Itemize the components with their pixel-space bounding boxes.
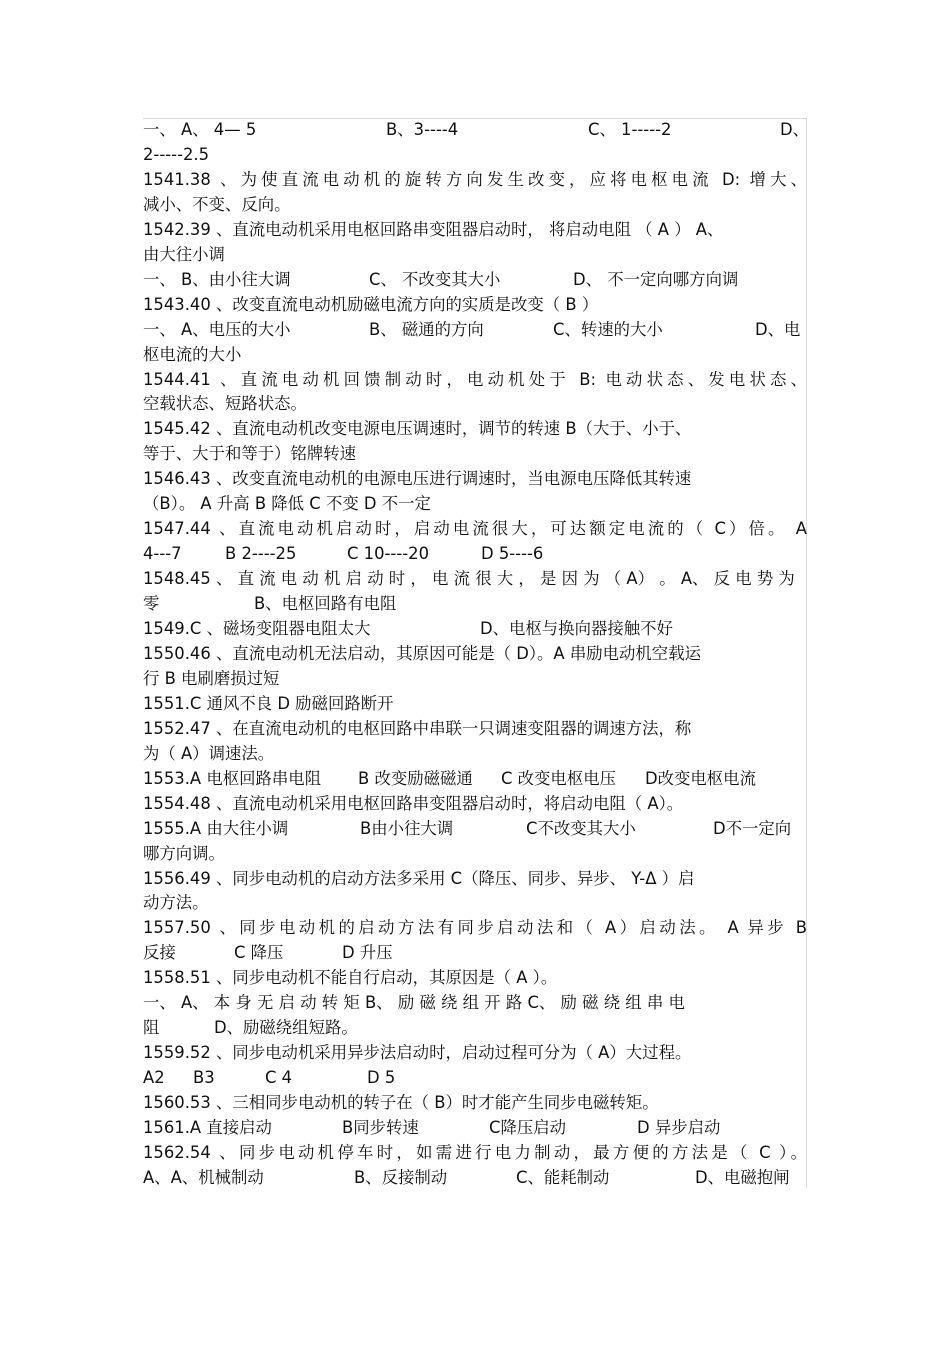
- text-line-segment: C 10----20: [347, 544, 430, 564]
- text-line: 1560.53 、三相同步电动机的转子在（ B）时才能产生同步电磁转矩。: [143, 1093, 659, 1112]
- text-line-segment: B、3----4: [386, 120, 459, 139]
- text-line: 哪方向调。: [143, 843, 225, 863]
- text-line: [143, 816, 807, 841]
- text-line: [143, 541, 807, 566]
- text-line-segment: B 2----25: [225, 544, 297, 564]
- text-line-segment: C 4: [265, 1068, 293, 1088]
- text-line-segment: D、电枢与换向器接触不好: [480, 619, 673, 638]
- text-line: 由大往小调: [143, 244, 225, 264]
- text-line-segment: C、 不改变其大小: [369, 269, 501, 289]
- text-line: 1554.48 、直流电动机采用电枢回路串变阻器启动时，将启动电阻（ A）。: [143, 793, 684, 813]
- text-line: 枢电流的大小: [143, 344, 242, 364]
- text-line-segment: C、 1-----2: [588, 120, 672, 139]
- text-line: 1551.C 通风不良 D 励磁回路断开: [143, 693, 394, 713]
- text-line: [143, 1015, 807, 1040]
- text-line: 2-----2.5: [143, 144, 210, 164]
- text-line: 空载状态、短路状态。: [143, 394, 307, 414]
- text-line-segment: B 改变励磁磁通: [358, 768, 473, 788]
- text-line: 1547.44 、直流电动机启动时，启动电流很大，可达额定电流的（ C）倍。 A: [143, 519, 807, 539]
- text-line-segment: D、电磁抱闸: [695, 1167, 790, 1187]
- text-line-segment: B3: [193, 1068, 215, 1088]
- text-line: 1541.38 、为使直流电动机的旋转方向发生改变，应将电枢电流 D: 增大、: [143, 169, 807, 189]
- text-line: 1543.40 、改变直流电动机励磁电流方向的实质是改变（ B ）: [143, 294, 599, 314]
- text-line: 1558.51 、同步电动机不能自行启动，其原因是（ A ）。: [143, 968, 558, 988]
- text-line-segment: 4---7: [143, 544, 182, 564]
- text-line: 1545.42 、直流电动机改变电源电压调速时，调节的转速 B（大于、小于、: [143, 419, 692, 439]
- text-line-segment: C 降压: [234, 943, 284, 963]
- text-line-segment: D 升压: [342, 943, 393, 963]
- text-line: 1552.47 、在直流电动机的电枢回路中串联一只调速变阻器的调速方法，称: [143, 718, 692, 738]
- text-line: 1559.52 、同步电动机采用异步法启动时，启动过程可分为（ A）大过程。: [143, 1043, 692, 1063]
- text-line-segment: 零: [143, 594, 160, 613]
- text-line: [143, 267, 807, 292]
- text-line-segment: D 5----6: [481, 544, 544, 564]
- text-line-segment: B同步转速: [342, 1118, 419, 1137]
- text-line: 行 B 电刷磨损过短: [143, 668, 280, 688]
- text-line-segment: 反接: [143, 943, 176, 963]
- text-line: [143, 940, 807, 965]
- text-line-segment: B、电枢回路有电阻: [254, 594, 397, 613]
- text-line: [143, 1165, 807, 1190]
- text-line-segment: C、能耗制动: [516, 1167, 610, 1187]
- text-line: [143, 616, 807, 641]
- text-line-segment: B由小往大调: [360, 818, 454, 838]
- text-line-segment: 1555.A 由大往小调: [143, 818, 289, 838]
- text-line-segment: 1561.A 直接启动: [143, 1118, 272, 1137]
- text-line: 1550.46 、直流电动机无法启动，其原因可能是（ D）。A 串励电动机空载运: [143, 643, 701, 663]
- text-line-segment: D、: [780, 120, 810, 139]
- text-line-segment: 1553.A 电枢回路串电阻: [143, 768, 322, 788]
- text-line-segment: D 5: [367, 1068, 396, 1088]
- text-line: （B）。 A 升高 B 降低 C 不变 D 不一定: [143, 494, 431, 514]
- text-line: 1542.39 、直流电动机采用电枢回路串变阻器启动时， 将启动电阻 （ A ） A、: [143, 219, 724, 239]
- text-line-segment: D 异步启动: [637, 1118, 721, 1137]
- text-line-segment: D、励磁绕组短路。: [214, 1018, 358, 1038]
- text-line-segment: D不一定向: [713, 818, 792, 838]
- text-line-segment: C不改变其大小: [526, 818, 636, 838]
- text-line: 1546.43 、改变直流电动机的电源电压进行调速时，当电源电压降低其转速: [143, 469, 692, 489]
- text-line: 动方法。: [143, 893, 209, 913]
- text-line: 1562.54 、同步电动机停车时，如需进行电力制动，最方便的方法是（ C ）。: [143, 1142, 807, 1162]
- text-line-segment: C 改变电枢电压: [501, 768, 616, 788]
- text-line: [143, 117, 810, 142]
- text-line: [143, 1065, 807, 1090]
- text-line-segment: D、 不一定向哪方向调: [573, 269, 739, 289]
- text-line-segment: D、电: [755, 319, 801, 339]
- text-line: 1548.45 、 直 流 电 动 机 启 动 时 ， 电 流 很 大 ， 是 因 为 （ A） 。 A、 反 电 势 为: [143, 569, 795, 589]
- text-line-segment: B、 磁通的方向: [369, 319, 484, 339]
- text-line: [143, 591, 807, 616]
- text-line: 减小、不变、反向。: [143, 194, 291, 214]
- text-line: 1557.50 、同步电动机的启动方法有同步启动法和（ A）启动法。 A 异步 B: [143, 918, 807, 938]
- text-line-segment: 阻: [143, 1018, 160, 1038]
- text-line-segment: 1549.C 、磁场变阻器电阻太大: [143, 619, 371, 638]
- text-line: 一、 A、 本 身 无 启 动 转 矩 B、 励 磁 绕 组 开 路 C、 励 磁 绕 组 串 电: [143, 993, 685, 1013]
- text-line: [143, 1115, 807, 1140]
- text-line-segment: C降压启动: [489, 1118, 567, 1137]
- text-line-segment: 一、 A、电压的大小: [143, 319, 291, 339]
- text-line: [143, 766, 807, 791]
- text-line-segment: D改变电枢电流: [645, 768, 756, 788]
- text-line: 为（ A）调速法。: [143, 743, 275, 763]
- text-line-segment: 一、 A、 4— 5: [143, 120, 257, 139]
- text-line: 1544.41 、直流电动机回馈制动时，电动机处于 B: 电动状态、发电状态、: [143, 369, 807, 389]
- text-line-segment: A、A、机械制动: [143, 1167, 264, 1187]
- text-line-segment: C、转速的大小: [553, 319, 663, 339]
- text-line-segment: B、反接制动: [354, 1167, 448, 1187]
- text-line: 1556.49 、同步电动机的启动方法多采用 C（降压、同步、异步、 Y-Δ ）启: [143, 868, 695, 888]
- text-line: [143, 317, 807, 342]
- text-line-segment: 一、 B、由小往大调: [143, 269, 291, 289]
- text-line-segment: A2: [143, 1068, 165, 1088]
- text-line: 等于、大于和等于）铭牌转速: [143, 444, 357, 464]
